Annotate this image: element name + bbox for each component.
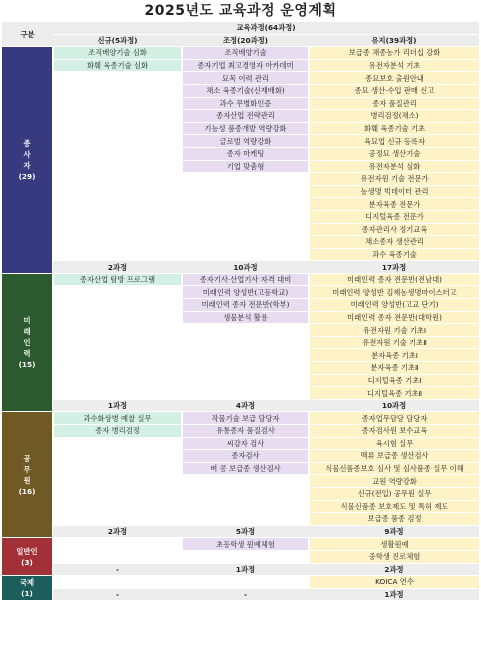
summary-count-keep: 17과정 — [309, 261, 479, 274]
course-cell-new — [53, 487, 182, 500]
course-cell-adj: 채소 육종기술(신재배화) — [182, 84, 309, 97]
course-cell-keep: 종자업무담당 담당자 — [309, 412, 479, 425]
course-cell-adj: 씨감자 검사 — [182, 437, 309, 450]
course-cell-keep: 농생명 빅데이터 관리 — [309, 185, 479, 198]
table-row — [2, 72, 479, 85]
course-cell-adj: 종자기업 최고경영자 아카데미 — [182, 59, 309, 72]
course-cell-keep: 미래인력 양성반(고교 단기) — [309, 299, 479, 312]
course-cell-adj: 초등학생 원예체험 — [182, 538, 309, 551]
course-cell-keep: 종자검사원 보수교육 — [309, 425, 479, 438]
table-row — [2, 513, 479, 526]
table-row — [2, 425, 479, 438]
course-cell-keep: 과수 육종기술 — [309, 248, 479, 261]
course-cell-keep: 종묘 생산·수입 판매 신고 — [309, 84, 479, 97]
course-cell-new — [53, 576, 182, 589]
header-row-2 — [2, 34, 479, 47]
group-header: 구분 — [2, 22, 53, 47]
summary-row — [2, 525, 479, 538]
table-row — [2, 550, 479, 563]
course-cell-keep: 유전자분석 심화 — [309, 160, 479, 173]
group-name-line: (29) — [18, 172, 36, 182]
table-row — [2, 576, 479, 589]
course-cell-adj: 생물분석 활용 — [182, 311, 309, 324]
course-cell-adj — [182, 487, 309, 500]
course-cell-new — [53, 223, 182, 236]
course-cell-new — [53, 173, 182, 186]
course-cell-adj — [182, 500, 309, 513]
course-cell-adj: 미래인력 종자 전문반(학부) — [182, 299, 309, 312]
course-cell-keep: 분자육종 기초Ⅱ — [309, 362, 479, 375]
course-cell-new — [53, 110, 182, 123]
course-cell-adj — [182, 223, 309, 236]
course-cell-new — [53, 324, 182, 337]
group-name-line: (16) — [18, 486, 36, 496]
course-cell-adj: 작물기술 보급 담당자 — [182, 412, 309, 425]
group-name-line: 력 — [23, 349, 31, 359]
summary-row — [2, 563, 479, 576]
course-cell-keep: 병리검정(채소) — [309, 110, 479, 123]
course-cell-adj: 미래인력 양성반(고등학교) — [182, 286, 309, 299]
table-row — [2, 437, 479, 450]
course-cell-new — [53, 538, 182, 551]
course-cell-adj: 유통종자 품질검사 — [182, 425, 309, 438]
course-cell-new: 화훼 육종기술 심화 — [53, 59, 182, 72]
course-cell-new: 조직배양기술 심화 — [53, 47, 182, 60]
course-cell-adj: 조직배양기술 — [182, 47, 309, 60]
table-row — [2, 223, 479, 236]
course-cell-keep: 보급종 품종 검정 — [309, 513, 479, 526]
group-name-line: 공 — [23, 453, 31, 463]
table-row — [2, 374, 479, 387]
course-cell-new — [53, 160, 182, 173]
course-cell-adj — [182, 210, 309, 223]
group-name-line: 자 — [23, 161, 31, 171]
course-cell-new — [53, 210, 182, 223]
course-cell-adj — [182, 349, 309, 362]
table-row — [2, 122, 479, 135]
course-cell-keep: KOICA 연수 — [309, 576, 479, 589]
course-cell-keep: 유전자분석 기초 — [309, 59, 479, 72]
summary-count-adj: 10과정 — [182, 261, 309, 274]
group-name-line: 일반인 — [16, 546, 38, 556]
table-row — [2, 349, 479, 362]
group-name-line: 미 — [23, 316, 31, 326]
summary-row — [2, 261, 479, 274]
table-row — [2, 110, 479, 123]
course-cell-new — [53, 500, 182, 513]
course-cell-adj — [182, 475, 309, 488]
course-cell-new: 과수화상병 예찰 실무 — [53, 412, 182, 425]
course-cell-new — [53, 97, 182, 110]
course-cell-adj — [182, 173, 309, 186]
course-cell-adj — [182, 374, 309, 387]
course-cell-keep: 미래인력 양성반 김제농생명마이스터고 — [309, 286, 479, 299]
course-cell-new — [53, 362, 182, 375]
course-cell-new — [53, 475, 182, 488]
course-cell-new — [53, 286, 182, 299]
course-cell-new — [53, 387, 182, 400]
group-name-line: (15) — [18, 360, 36, 370]
table-row — [2, 47, 479, 60]
course-cell-keep: 미래인력 종자 전문반(전남대) — [309, 273, 479, 286]
course-cell-keep: 신규(전입) 공무원 실무 — [309, 487, 479, 500]
course-cell-keep: 종묘보호 출원안내 — [309, 72, 479, 85]
group-name-line: 인 — [23, 338, 31, 348]
table-row — [2, 336, 479, 349]
table-row — [2, 299, 479, 312]
course-cell-adj — [182, 550, 309, 563]
course-cell-keep: 종자 품질관리 — [309, 97, 479, 110]
course-cell-keep: 미래인력 종자 전문반(대학원) — [309, 311, 479, 324]
course-cell-new — [53, 147, 182, 160]
table-row — [2, 97, 479, 110]
group-label-intl — [2, 576, 53, 601]
summary-count-keep: 2과정 — [309, 563, 479, 576]
adjust-column-header: 조정(20과정) — [182, 34, 309, 47]
summary-count-new: 2과정 — [53, 261, 182, 274]
group-label-youth — [2, 47, 53, 274]
course-cell-adj — [182, 513, 309, 526]
group-name-line: 원 — [23, 475, 31, 485]
table-row — [2, 462, 479, 475]
course-cell-keep: 화훼 육종기술 기초 — [309, 122, 479, 135]
total-header: 교육과정(64과정) — [53, 22, 479, 34]
table-row — [2, 500, 479, 513]
course-cell-new: 종자 병리검정 — [53, 425, 182, 438]
course-cell-new — [53, 135, 182, 148]
curriculum-table — [2, 22, 479, 601]
table-row — [2, 248, 479, 261]
course-cell-keep: 공정묘 생산기술 — [309, 147, 479, 160]
course-cell-new — [53, 311, 182, 324]
course-cell-adj — [182, 576, 309, 589]
table-row — [2, 160, 479, 173]
course-cell-new: 종자산업 탐방 프로그램 — [53, 273, 182, 286]
summary-count-keep: 1과정 — [309, 588, 479, 601]
table-row — [2, 84, 479, 97]
course-cell-keep: 보급종 채종농가 리더십 강화 — [309, 47, 479, 60]
course-cell-keep: 유전자원 기술 기초Ⅱ — [309, 336, 479, 349]
course-cell-keep: 식물신품종 보호제도 및 특허 제도 — [309, 500, 479, 513]
course-cell-new — [53, 248, 182, 261]
course-cell-adj — [182, 362, 309, 375]
course-cell-new — [53, 450, 182, 463]
course-cell-adj: 묘목 이력 관리 — [182, 72, 309, 85]
summary-count-adj: - — [182, 588, 309, 601]
table-row — [2, 286, 479, 299]
course-cell-adj: 종자기사·산업기사 자격 대비 — [182, 273, 309, 286]
table-row — [2, 311, 479, 324]
course-cell-new — [53, 84, 182, 97]
new-column-header: 신규(5과정) — [53, 34, 182, 47]
course-cell-keep: 육시험 실무 — [309, 437, 479, 450]
table-row — [2, 475, 479, 488]
course-cell-keep: 디지털육종 전문가 — [309, 210, 479, 223]
group-name-line: 무 — [23, 464, 31, 474]
group-name-line: (3) — [21, 557, 33, 567]
course-cell-new — [53, 122, 182, 135]
course-cell-keep: 디지털육종 기초Ⅰ — [309, 374, 479, 387]
summary-row — [2, 588, 479, 601]
group-name-line: 래 — [23, 327, 31, 337]
course-cell-new — [53, 550, 182, 563]
table-row — [2, 538, 479, 551]
page-title: 2025년도 교육과정 운영계획 — [144, 3, 337, 19]
summary-count-keep: 9과정 — [309, 525, 479, 538]
course-cell-keep: 중학생 진로체험 — [309, 550, 479, 563]
course-cell-adj: 종자 마케팅 — [182, 147, 309, 160]
course-cell-keep: 유전자원 기술 전문가 — [309, 173, 479, 186]
table-row — [2, 135, 479, 148]
course-cell-keep: 교원 역량강화 — [309, 475, 479, 488]
course-cell-new — [53, 198, 182, 211]
group-name-line: (1) — [21, 589, 33, 599]
table-row — [2, 147, 479, 160]
course-cell-new — [53, 513, 182, 526]
keep-column-header: 유지(39과정) — [309, 34, 479, 47]
course-cell-adj: 기능성 품종개발 역량강화 — [182, 122, 309, 135]
course-cell-keep: 채소종자 생산관리 — [309, 236, 479, 249]
course-cell-adj — [182, 185, 309, 198]
course-cell-keep: 디지털육종 기초Ⅱ — [309, 387, 479, 400]
course-cell-keep: 생활원예 — [309, 538, 479, 551]
course-cell-new — [53, 299, 182, 312]
summary-count-adj: 4과정 — [182, 399, 309, 412]
course-cell-adj — [182, 387, 309, 400]
table-row — [2, 236, 479, 249]
course-cell-keep: 맥류 보급종 생산검사 — [309, 450, 479, 463]
course-cell-adj — [182, 248, 309, 261]
summary-row — [2, 399, 479, 412]
table-row — [2, 173, 479, 186]
course-cell-adj: 종자산업 전략관리 — [182, 110, 309, 123]
table-row — [2, 59, 479, 72]
course-cell-adj: 종자검사 — [182, 450, 309, 463]
course-cell-new — [53, 437, 182, 450]
course-cell-new — [53, 374, 182, 387]
table-row — [2, 198, 479, 211]
table-row — [2, 210, 479, 223]
course-cell-keep: 유전자원 기술 기초Ⅰ — [309, 324, 479, 337]
table-row — [2, 324, 479, 337]
table-row — [2, 387, 479, 400]
course-cell-new — [53, 349, 182, 362]
course-cell-new — [53, 336, 182, 349]
table-row — [2, 362, 479, 375]
course-cell-new — [53, 462, 182, 475]
course-cell-adj — [182, 336, 309, 349]
course-cell-new — [53, 236, 182, 249]
course-cell-adj — [182, 198, 309, 211]
course-cell-new — [53, 72, 182, 85]
summary-count-new: - — [53, 588, 182, 601]
table-row — [2, 412, 479, 425]
summary-count-adj: 5과정 — [182, 525, 309, 538]
table-row — [2, 273, 479, 286]
course-cell-keep: 분자육종 전문가 — [309, 198, 479, 211]
course-cell-adj — [182, 324, 309, 337]
table-row — [2, 450, 479, 463]
table-row — [2, 487, 479, 500]
course-cell-adj: 기업 맞춤형 — [182, 160, 309, 173]
summary-count-adj: 1과정 — [182, 563, 309, 576]
group-name-line: 종 — [23, 139, 31, 149]
course-cell-keep: 육묘업 신규 등록자 — [309, 135, 479, 148]
group-label-future — [2, 273, 53, 412]
course-cell-keep: 종자관리사 정기교육 — [309, 223, 479, 236]
summary-count-new: 2과정 — [53, 525, 182, 538]
group-label-general — [2, 538, 53, 576]
group-name-line: 사 — [23, 150, 31, 160]
course-cell-new — [53, 185, 182, 198]
summary-count-keep: 10과정 — [309, 399, 479, 412]
summary-count-new: - — [53, 563, 182, 576]
group-name-line: 국제 — [19, 578, 35, 588]
course-cell-keep: 식물신품종보호 심사 및 심사품종 실무 이해 — [309, 462, 479, 475]
course-cell-keep: 분자육종 기초Ⅰ — [309, 349, 479, 362]
group-label-public — [2, 412, 53, 538]
course-cell-adj: 글로벌 역량강화 — [182, 135, 309, 148]
course-cell-adj: 벼 콩 보급종 생산검사 — [182, 462, 309, 475]
course-cell-adj — [182, 236, 309, 249]
table-row — [2, 185, 479, 198]
header-row-1 — [2, 22, 479, 34]
course-cell-adj: 과수 무병화인증 — [182, 97, 309, 110]
summary-count-new: 1과정 — [53, 399, 182, 412]
